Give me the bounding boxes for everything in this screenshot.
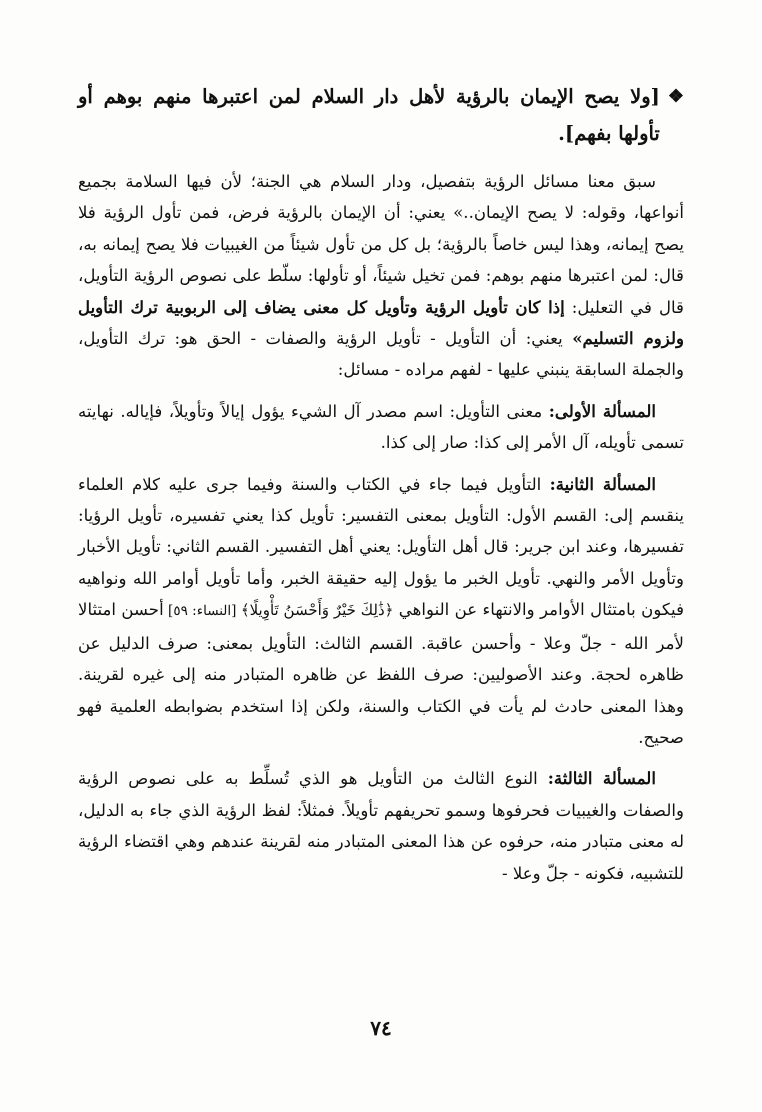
issue-2-title: المسألة الثانية: [549,473,657,494]
issue-2-paragraph [78,469,684,754]
issue-2-text-part1: التأويل فيما جاء في الكتاب والسنة وفيما جرى عليه كلام العلماء ينقسم إلى: القسم الأول: التأويل بمعنى التفسير: تأويل كذا يعني تفسيره، تأويل الرؤيا: تفسيرها، وعند ابن جرير: قال أهل التأويل: يعني أهل التفسير. القسم الثاني: تأويل الأخبار وتأويل الأمر والنهي. تأويل الخبر ما يؤول إليه حقيقة الخبر، وأما تأويل أوامر الله ونواهيه فيكون بامتثال الأوامر والانتهاء عن النواهي [78,474,684,620]
issue-3-text: النوع الثالث من التأويل هو الذي تُسلِّط به على نصوص الرؤية والصفات والغيبيات فحرفوها وسمو تحريفهم تأويلاً. فمثلاً: لفظ الرؤية الذي جاء به الدليل، له معنى متبادر منه، حرفوه عن هذا المعنى المتبادر منه لقرينة عندهم وهي اقتضاء الرؤية للتشبيه، فكونه - جلّ وعلا - [78,769,684,883]
verse-citation: [النساء: ٥٩] [163,603,241,620]
diamond-bullet-icon: ❖ [667,86,684,107]
intro-bold-quote: إذا كان تأويل الرؤية وتأويل كل معنى يضاف إلى الربوبية ترك التأويل ولزوم التسليم» [78,296,685,349]
intro-text-part2: يعني: أن التأويل - تأويل الرؤية والصفات - الحق هو: ترك التأويل، والجملة السابقة ينبني عليها - لفهم مراده - مسائل: [78,329,684,380]
intro-paragraph [78,166,684,386]
quran-verse: ﴿ذَٰلِكَ خَيْرٌ وَأَحْسَنُ تَأْوِيلًا﴾ [240,601,394,620]
issue-1-paragraph [78,396,684,459]
page-content [78,78,684,899]
section-heading-text: [ولا يصح الإيمان بالرؤية لأهل دار السلام لمن اعتبرها منهم بوهم أو تأولها بفهم]. [78,85,660,145]
intro-text-part1: سبق معنا مسائل الرؤية بتفصيل، ودار السلام هي الجنة؛ لأن فيها السلامة بجميع أنواعها، وقوله: لا يصح الإيمان..» يعني: أن الإيمان بالرؤية فرض، فمن تأول الرؤية فلا يصح إيمانه، وهذا ليس خاصاً بالرؤية؛ بل كل من تأول شيئاً من الغيبيات فلا يصح إيمانه به، قال: لمن اعتبرها منهم بوهم: فمن تخيل شيئاً، أو تأولها: سلّط على نصوص الرؤية التأويل، قال في التعليل: [78,172,684,317]
section-heading [78,78,684,152]
page-number: ٧٤ [370,1016,392,1040]
issue-1-title: المسألة الأولى: [548,400,657,421]
issue-3-paragraph [78,763,684,889]
issue-3-title: المسألة الثالثة: [547,768,656,789]
issue-2-text-part2: أحسن امتثالا لأمر الله - جلّ وعلا - وأحسن عاقبة. القسم الثالث: التأويل بمعنى: صرف الدليل عن ظاهره لحجة. وعند الأصوليين: صرف اللفظ عن ظاهره المتبادر منه إلى غيره لقرينة. وهذا المعنى حادث لم يأت في الكتاب والسنة، ولكن إذا استخدم بضوابطه العلمية فهو صحيح. [78,600,684,747]
issue-1-text: معنى التأويل: اسم مصدر آل الشيء يؤول إيالاً وتأويلاً، فإياله. نهايته تسمى تأويله، آل الأمر إلى كذا: صار إلى كذا. [78,401,684,453]
